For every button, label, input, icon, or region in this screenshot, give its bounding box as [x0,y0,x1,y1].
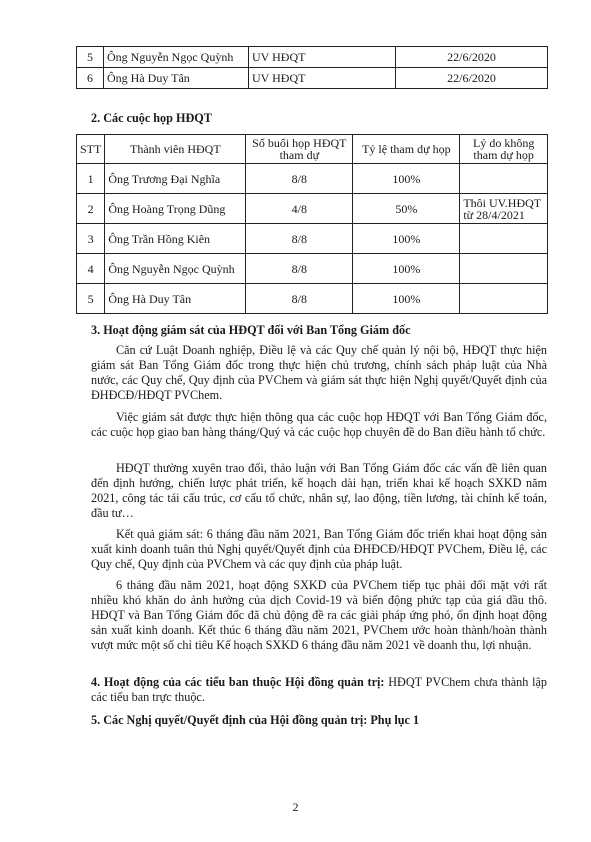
member-name-cell: Ông Hà Duy Tân [105,284,246,314]
section-4-paragraph [91,675,547,705]
table-row [77,224,548,254]
paragraph-supervision-result: Kết quả giám sát: 6 tháng đầu năm 2021, Ban Tổng Giám đốc triển khai hoạt động sản xuất kinh doanh tuân thủ Nghị quyết/Quyết định của ĐHĐCĐ/HĐQT PVChem, Điều lệ, các Quy chế, Quy định của PVChem và các quy định của pháp luật. [91,527,547,571]
stt-cell: 2 [77,194,105,224]
table-row [77,194,548,224]
stt-cell: 5 [77,47,104,68]
member-name-cell: Ông Hoàng Trọng Dũng [105,194,246,224]
board-meetings-table [76,134,548,314]
rate-cell: 100% [353,284,460,314]
board-members-table-continued [76,46,548,89]
date-cell: 22/6/2020 [396,47,548,68]
header-member: Thành viên HĐQT [105,135,246,164]
reason-cell [460,224,548,254]
table-row [77,284,548,314]
role-cell: UV HĐQT [249,68,396,89]
stt-cell: 6 [77,68,104,89]
stt-cell: 3 [77,224,105,254]
header-rate: Tỷ lệ tham dự họp [353,135,460,164]
paragraph-business-performance: 6 tháng đầu năm 2021, hoạt động SXKD của PVChem tiếp tục phải đối mặt với rất nhiều khó khăn do ảnh hưởng của dịch Covid-19 và biến động phức tạp của giá dầu thô. HĐQT và Ban Tổng Giám đốc đã chủ động đề ra các giải pháp ứng phó, ổn định hoạt động sản xuất kinh doanh. Kết thúc 6 tháng đầu năm 2021, PVChem ước hoàn thành/hoàn thành vượt mức một số chỉ tiêu Kế hoạch SXKD 6 tháng đầu năm 2021 về doanh thu, lợi nhuận. [91,578,547,652]
stt-cell: 1 [77,164,105,194]
table-row [77,164,548,194]
member-name-cell: Ông Trần Hồng Kiên [105,224,246,254]
reason-cell [460,164,548,194]
table-row [77,68,548,89]
section-heading-subcommittees: 4. Hoạt động của các tiểu ban thuộc Hội đồng quản trị: [91,675,385,689]
header-meetings: Số buổi họp HĐQT tham dự [246,135,353,164]
reason-cell [460,254,548,284]
page-number: 2 [292,800,299,814]
rate-cell: 50% [353,194,460,224]
meetings-cell: 8/8 [246,254,353,284]
header-reason: Lý do không tham dự họp [460,135,548,164]
paragraph-discussion: HĐQT thường xuyên trao đổi, thảo luận với Ban Tổng Giám đốc các vấn đề liên quan đến định hướng, chiến lược phát triển, kế hoạch dài hạn, triển khai kế hoạch SXKD năm 2021, công tác tái cấu trúc, cơ cấu tổ chức, nhân sự, lao động, tiền lương, tài chính kế toán, đầu tư… [91,461,547,520]
section-heading-resolutions: 5. Các Nghị quyết/Quyết định của Hội đồng quản trị: Phụ lục 1 [91,713,420,727]
reason-cell [460,284,548,314]
header-stt: STT [77,135,105,164]
meetings-cell: 4/8 [246,194,353,224]
date-cell: 22/6/2020 [396,68,548,89]
section-heading-meetings: 2. Các cuộc họp HĐQT [91,111,212,125]
paragraph-legal-basis: Căn cứ Luật Doanh nghiệp, Điều lệ và các Quy chế quản lý nội bộ, HĐQT thực hiện giám sát Ban Tổng Giám đốc trong thực hiện chủ trương, chính sách pháp luật của Nhà nước, các Quy chế, Quy định của PVChem và giám sát thực hiện Nghị quyết/Quyết định của ĐHĐCĐ/HĐQT PVChem. [91,343,547,402]
stt-cell: 4 [77,254,105,284]
table-row [77,47,548,68]
meetings-cell: 8/8 [246,164,353,194]
table-header-row [77,135,548,164]
member-name-cell: Ông Trương Đại Nghĩa [105,164,246,194]
section-heading-supervision: 3. Hoạt động giám sát của HĐQT đối với Ban Tổng Giám đốc [91,323,411,337]
member-name-cell: Ông Nguyễn Ngọc Quỳnh [105,254,246,284]
subcommittees-text: HĐQT PVChem chưa thành lập các tiểu ban trực thuộc. [91,675,548,704]
role-cell: UV HĐQT [249,47,396,68]
rate-cell: 100% [353,164,460,194]
paragraph-supervision-method: Việc giám sát được thực hiện thông qua các cuộc họp HĐQT với Ban Tổng Giám đốc, các cuộc họp giao ban hàng tháng/Quý và các cuộc họp chuyên đề do Ban điều hành tổ chức. [91,410,547,439]
reason-cell: Thôi UV.HĐQT từ 28/4/2021 [460,194,548,224]
member-name-cell: Ông Nguyễn Ngọc Quỳnh [104,47,249,68]
member-name-cell: Ông Hà Duy Tân [104,68,249,89]
meetings-cell: 8/8 [246,224,353,254]
table-row [77,254,548,284]
meetings-cell: 8/8 [246,284,353,314]
rate-cell: 100% [353,224,460,254]
rate-cell: 100% [353,254,460,284]
stt-cell: 5 [77,284,105,314]
